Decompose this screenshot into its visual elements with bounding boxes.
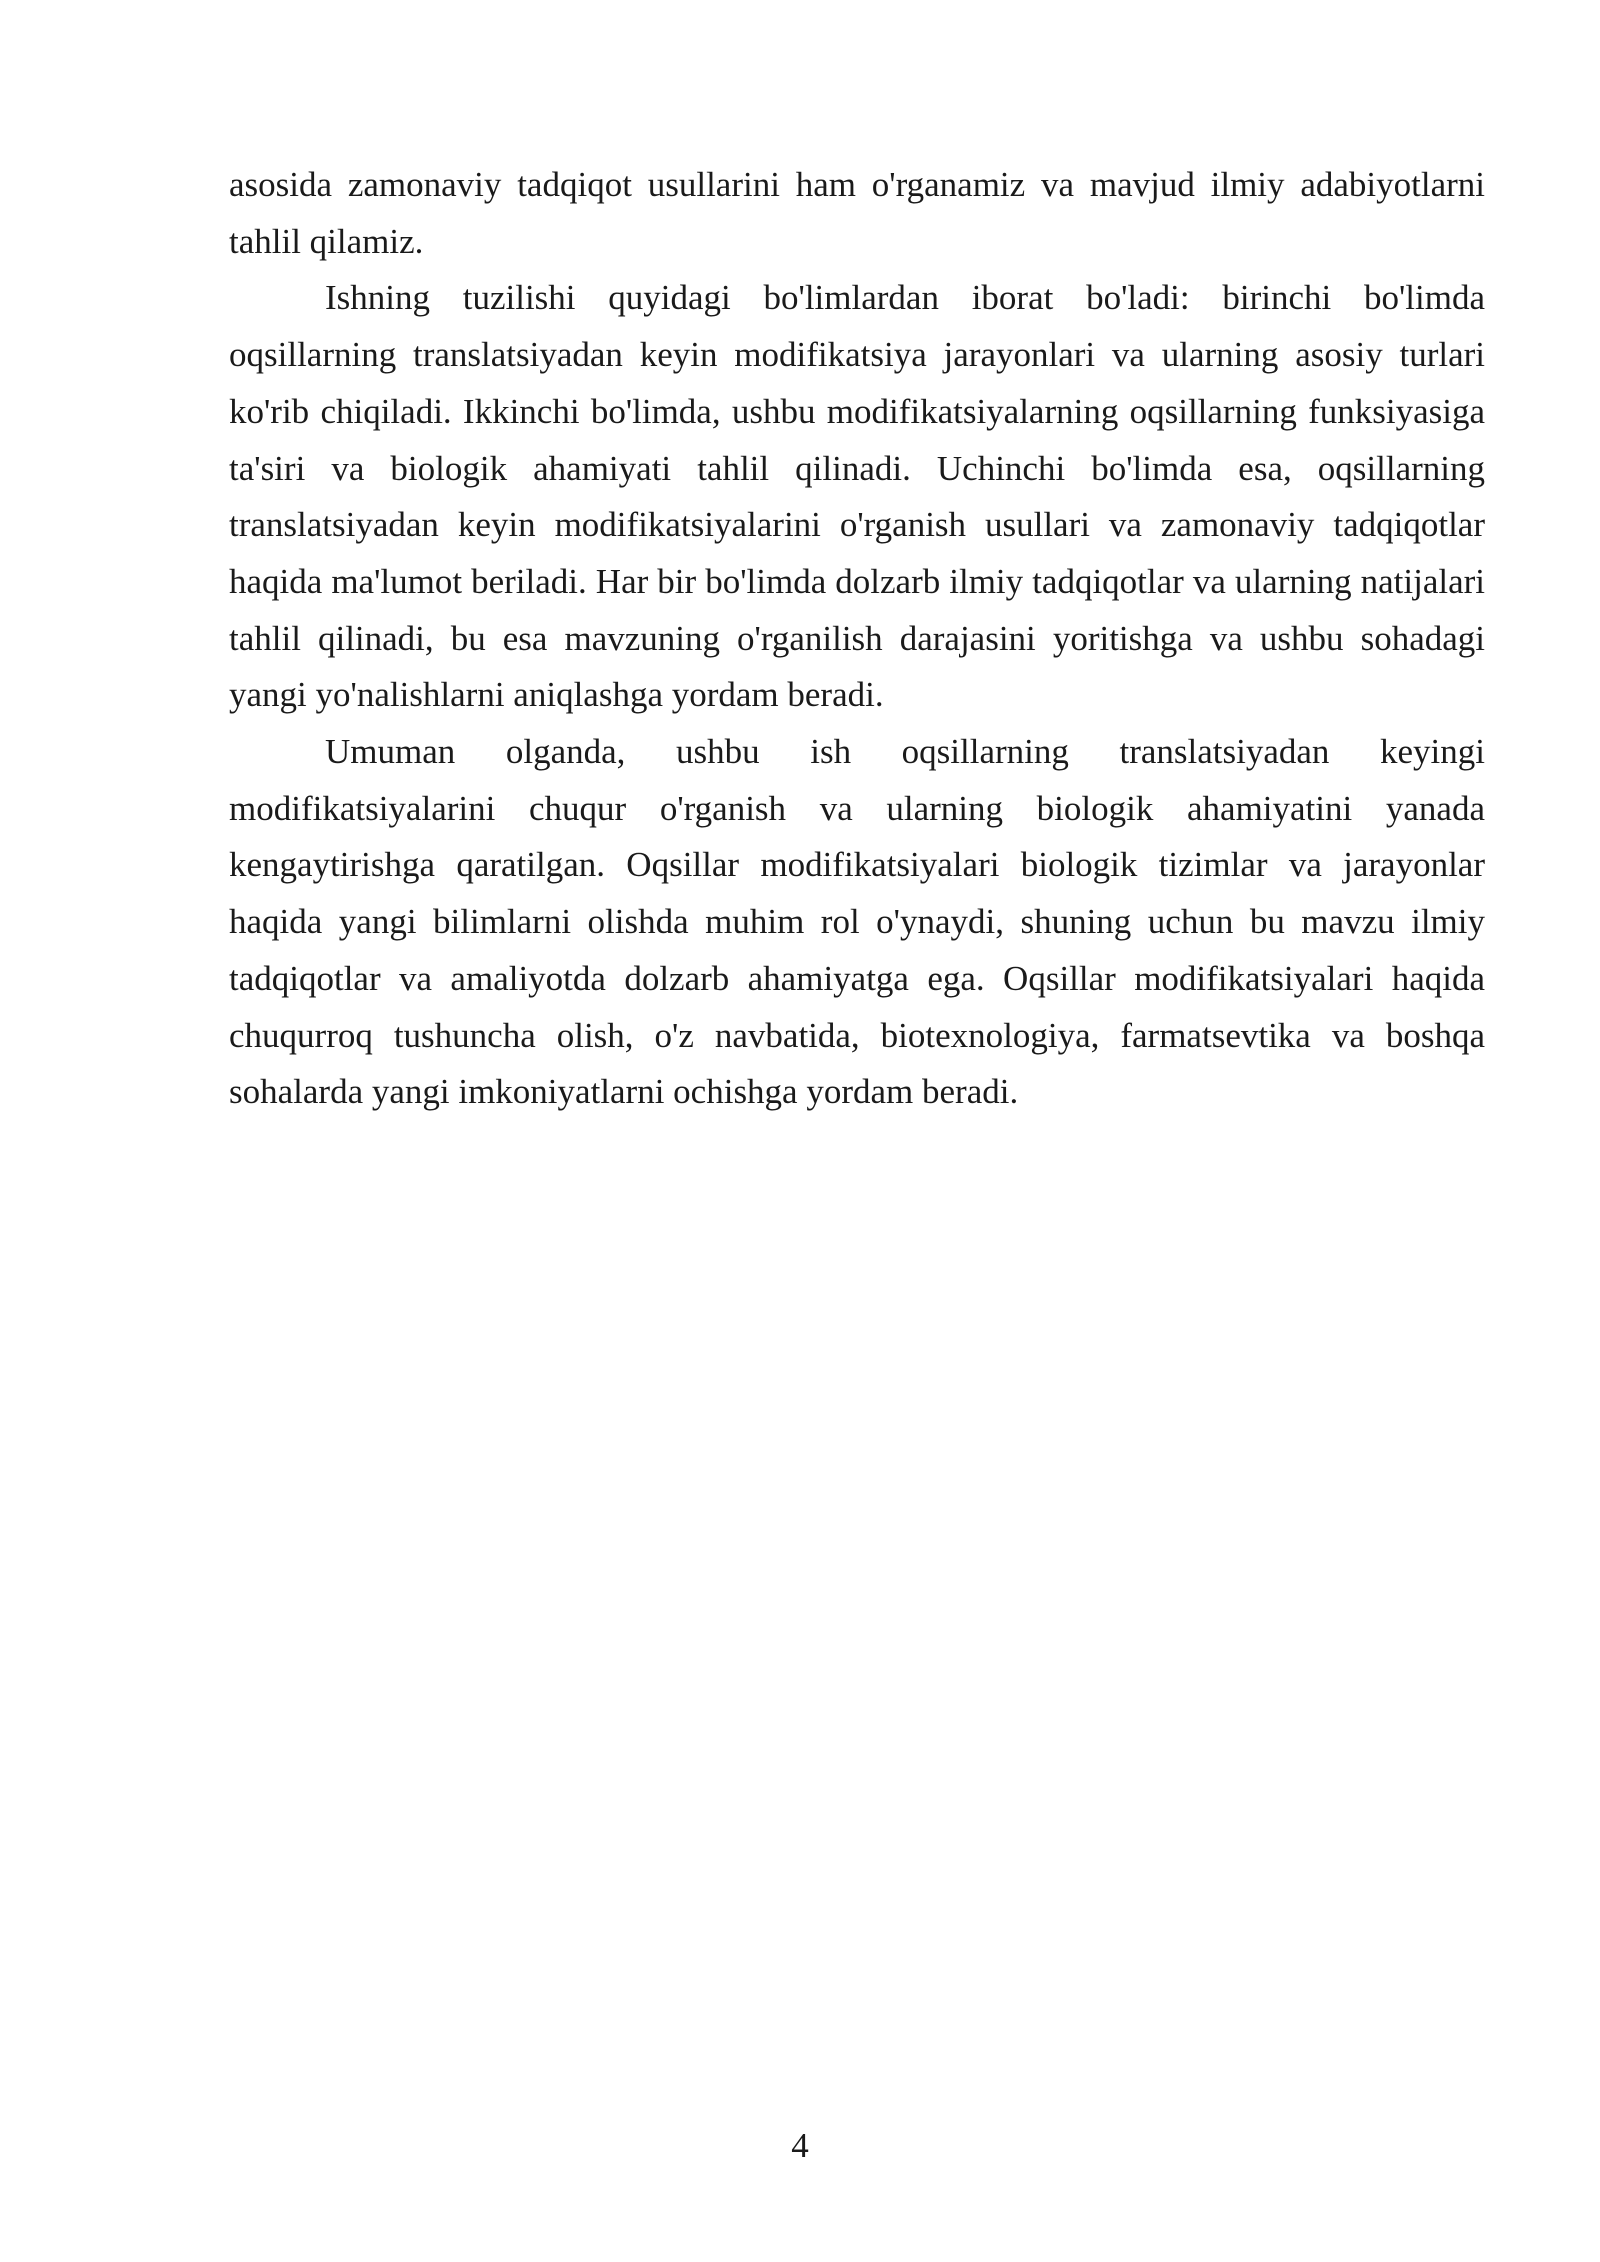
paragraph-continuation: asosida zamonaviy tadqiqot usullarini ham o'rganamiz va mavjud ilmiy adabiyotlarni tahlil qilamiz. [229,165,1485,261]
paragraph-conclusion: Umuman olganda, ushbu ish oqsillarning translatsiyadan keyingi modifikatsiyalarini chuqur o'rganish va ularning biologik ahamiyatini yanada kengaytirishga qaratilgan. Oqsillar modifikatsiyalari biologik tizimlar va jarayonlar haqida yangi bilimlarni olishda muhim rol o'ynaydi, shuning uchun bu mavzu ilmiy tadqiqotlar va amaliyotda dolzarb ahamiyatga ega. Oqsillar modifikatsiyalari haqida chuqurroq tushuncha olish, o'z navbatida, biotexnologiya, farmatsevtika va boshqa sohalarda yangi imkoniyatlarni ochishga yordam beradi. [229,732,1485,1112]
document-body [229,157,1485,1121]
page-number: 4 [791,2126,809,2165]
paragraph-structure: Ishning tuzilishi quyidagi bo'limlardan iborat bo'ladi: birinchi bo'limda oqsillarning translatsiyadan keyin modifikatsiya jarayonlari va ularning asosiy turlari ko'rib chiqiladi. Ikkinchi bo'limda, ushbu modifikatsiyalarning oqsillarning funksiyasiga ta'siri va biologik ahamiyati tahlil qilinadi. Uchinchi bo'limda esa, oqsillarning translatsiyadan keyin modifikatsiyalarini o'rganish usullari va zamonaviy tadqiqotlar haqida ma'lumot beriladi. Har bir bo'limda dolzarb ilmiy tadqiqotlar va ularning natijalari tahlil qilinadi, bu esa mavzuning o'rganilish darajasini yoritishga va ushbu sohadagi yangi yo'nalishlarni aniqlashga yordam beradi. [229,278,1485,715]
